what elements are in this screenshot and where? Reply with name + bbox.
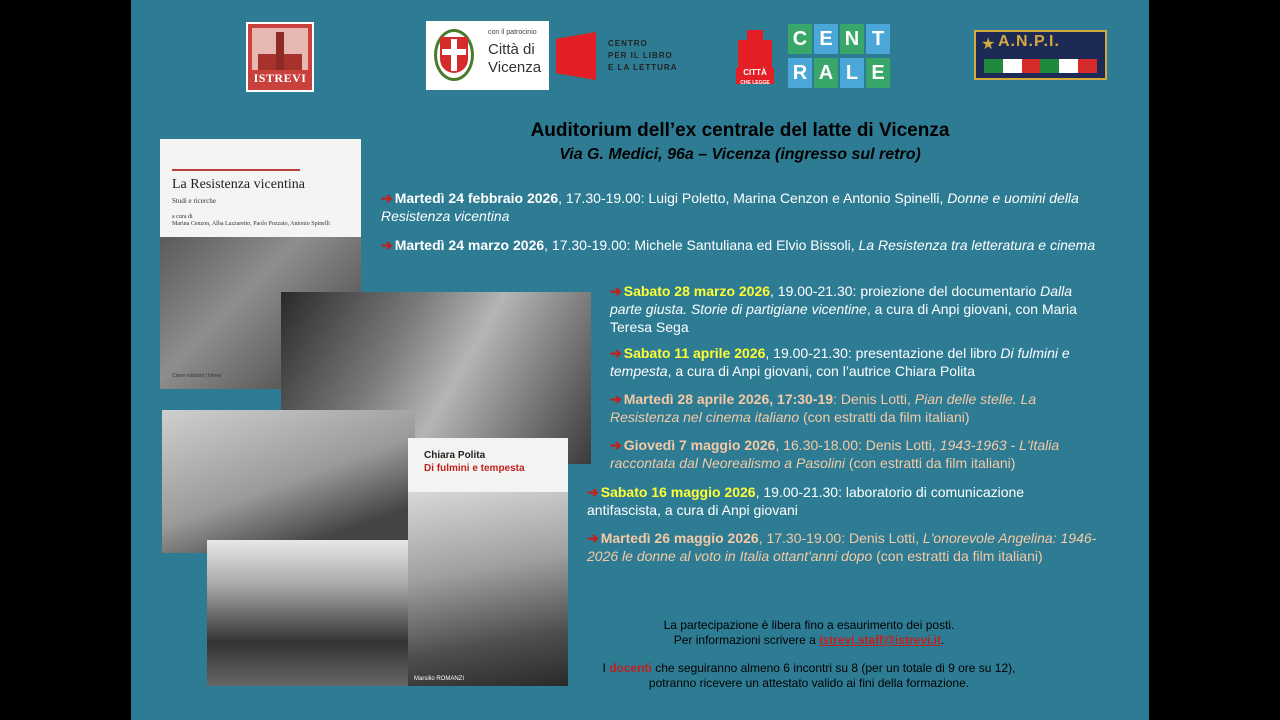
event-item: ➔ Martedì 24 febbraio 2026, 17.30-19.00: Luigi Poletto, Marina Cenzon e Antonio Spinelli, Donne e uomini della Resistenza vicentina bbox=[381, 190, 1079, 224]
event-item: ➔ Martedì 24 marzo 2026, 17.30-19.00: Michele Santuliana ed Elvio Bissoli, La Resistenza tra letteratura e cinema bbox=[381, 237, 1096, 253]
footer-line3: I docenti che seguiranno almeno 6 incontri su 8 (per un totale di 9 ore su 12), bbox=[602, 661, 1016, 675]
patrocinio-text: con il patrocinio bbox=[488, 29, 537, 36]
centrale-letter: A bbox=[814, 58, 838, 88]
book1-title: La Resistenza vicentina bbox=[172, 177, 305, 192]
event-item: ➔ Sabato 28 marzo 2026, 19.00-21.30: proiezione del documentario Dalla parte giusta. Storie di partigiane vicentine, a cura di Anpi giovani, con Maria Teresa Sega bbox=[610, 283, 1077, 335]
event-item: ➔ Martedì 28 aprile 2026, 17:30-19: Denis Lotti, Pian delle stelle. La Resistenza nel cinema italiano (con estratti da film italiani) bbox=[610, 391, 1037, 425]
book2-title: Di fulmini e tempesta bbox=[424, 463, 525, 474]
vicenza-logo bbox=[426, 21, 549, 90]
venue-title: Auditorium dell’ex centrale del latte di Vicenza bbox=[530, 120, 950, 141]
footer-line2: Per informazioni scrivere a istrevi.staff@istrevi.it. bbox=[673, 633, 945, 647]
centrale-letter: T bbox=[866, 24, 890, 54]
centrale-logo bbox=[784, 22, 892, 90]
event-item: ➔ Sabato 16 maggio 2026, 19.00-21.30: laboratorio di comunicazione antifascista, a cura di Anpi giovani bbox=[587, 484, 1025, 518]
book-cover-di-fulmini-e-tempesta bbox=[408, 438, 568, 686]
vicenza-crest-icon bbox=[432, 27, 476, 83]
vicenza-line2: Vicenza bbox=[488, 59, 542, 76]
book-shape-icon bbox=[556, 32, 596, 80]
book2-publisher: Marsilio ROMANZI bbox=[414, 676, 465, 682]
book1-publisher: Cierre edizioni | Istrevi bbox=[172, 373, 222, 379]
book1-editors: a cura di Marina Cenzon, Alba Lazzaretto, Paolo Pozzato, Antonio Spinelli bbox=[172, 214, 330, 227]
arrow-right-icon: ➔ bbox=[587, 484, 599, 500]
centro-line1: CENTRO bbox=[608, 39, 648, 48]
partisan-group-photo bbox=[207, 540, 412, 686]
event-item: ➔ Giovedì 7 maggio 2026, 16.30-18.00: Denis Lotti, 1943-1963 - L'Italia raccontata dal Neorealismo a Pasolini (con estratti da film italiani) bbox=[610, 437, 1060, 471]
centro-line2: PER IL LIBRO bbox=[608, 51, 673, 60]
citta-label: CITTÀ CHE LEGGE bbox=[736, 68, 774, 84]
arrow-right-icon: ➔ bbox=[610, 283, 622, 299]
arrow-right-icon: ➔ bbox=[610, 437, 622, 453]
arrow-right-icon: ➔ bbox=[381, 190, 393, 206]
book2-cover-photo bbox=[408, 492, 568, 686]
book1-subtitle: Studi e ricerche bbox=[172, 197, 216, 205]
star-icon: ★ bbox=[981, 36, 996, 53]
arrow-right-icon: ➔ bbox=[610, 391, 622, 407]
venue-address: Via G. Medici, 96a – Vicenza (ingresso sul retro) bbox=[559, 146, 921, 163]
anpi-logo bbox=[974, 30, 1107, 80]
book2-author: Chiara Polita bbox=[424, 450, 486, 461]
centrale-letter: C bbox=[788, 24, 812, 54]
vicenza-line1: Città di bbox=[488, 41, 535, 58]
arrow-right-icon: ➔ bbox=[587, 530, 599, 546]
footer-docenti bbox=[579, 661, 1039, 691]
centro-libro-logo bbox=[556, 32, 690, 80]
street-scene-photo bbox=[162, 410, 415, 553]
centrale-letter: L bbox=[840, 58, 864, 88]
event-item: ➔ Sabato 11 aprile 2026, 19.00-21.30: presentazione del libro Di fulmini e tempesta, a cura di Anpi giovani, con l’autrice Chiara Polita bbox=[610, 345, 1070, 379]
istrevi-logo bbox=[246, 22, 314, 92]
centrale-letter: E bbox=[814, 24, 838, 54]
centrale-letter: R bbox=[788, 58, 812, 88]
event-item: ➔ Martedì 26 maggio 2026, 17.30-19.00: Denis Lotti, L'onorevole Angelina: 1946-2026 le donne al voto in Italia ottant'anni dopo (con estratti da film italiani) bbox=[587, 530, 1097, 564]
footer-line1: La partecipazione è libera fino a esaurimento dei posti. bbox=[663, 618, 955, 632]
footer-info bbox=[579, 618, 1039, 648]
istrevi-logo-text: ISTREVI bbox=[253, 71, 307, 85]
centro-line3: E LA LETTURA bbox=[608, 63, 678, 72]
house-icon bbox=[738, 40, 772, 68]
footer-line4: potranno ricevere un attestato valido ai fini della formazione. bbox=[648, 676, 970, 690]
anpi-logo-text: A.N.P.I. bbox=[998, 33, 1060, 50]
citta-che-legge-logo bbox=[736, 30, 774, 84]
centrale-letter: N bbox=[840, 24, 864, 54]
email-link[interactable]: istrevi.staff@istrevi.it bbox=[819, 633, 941, 647]
arrow-right-icon: ➔ bbox=[610, 345, 622, 361]
centrale-letter: E bbox=[866, 58, 890, 88]
poster bbox=[131, 0, 1149, 720]
arrow-right-icon: ➔ bbox=[381, 237, 393, 253]
